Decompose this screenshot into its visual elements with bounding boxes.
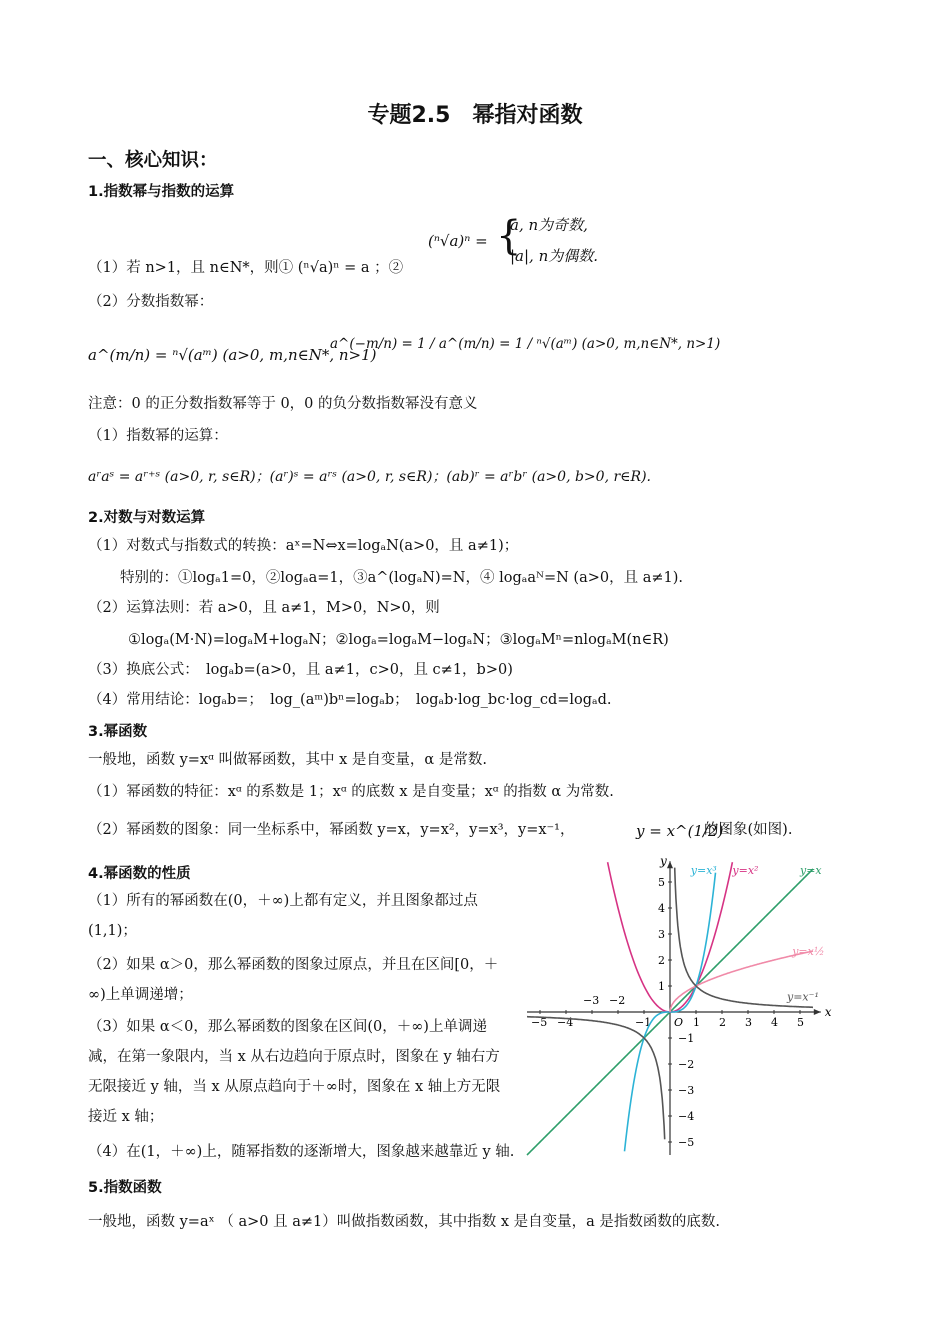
log-rules: ①logₐ(M·N)=logₐM+logₐN；②logₐ=logₐM−logₐN；③logₐMⁿ=nlogₐM(n∈R) (128, 632, 669, 648)
section-heading: 一、核心知识： (88, 150, 218, 171)
x-tick-label: −4 (557, 1016, 574, 1029)
exp-ops-rules: aʳaˢ = aʳ⁺ˢ (a>0, r, s∈R)；(aʳ)ˢ = aʳˢ (a>0, r, s∈R)；(ab)ʳ = aʳbʳ (a>0, b>0, r∈R). (88, 469, 651, 485)
curve-y-x-1 (527, 1017, 665, 1140)
heading-exponent-ops: 1.指数幂与指数的运算 (88, 184, 235, 200)
power-features: （1）幂函数的特征：xᵅ 的系数是 1；xᵅ 的底数 x 是自变量；xᵅ 的指数 α 为常数. (88, 784, 614, 800)
series-label: y=x³ (690, 864, 717, 878)
x-tick-label: −2 (609, 994, 626, 1007)
y-tick-label: 1 (658, 980, 665, 993)
heading-exponential-function: 5.指数函数 (88, 1180, 162, 1196)
prop-4: （4）在(1，＋∞)上，随幂指数的逐渐增大，图象越来越靠近 y 轴. (88, 1144, 515, 1160)
x-axis-arrow (814, 1009, 821, 1015)
x-tick-label: −3 (583, 994, 600, 1007)
prop-1: （1）所有的幂函数在(0，＋∞)上都有定义，并且图象都过点(1,1)； (88, 893, 478, 939)
power-graph-intro: （2）幂函数的图象：同一坐标系中，幂函数 y=x，y=x²，y=x³，y=x⁻¹， (88, 822, 575, 838)
x-tick-label: 1 (693, 1016, 700, 1029)
prop-3: （3）如果 α＜0，那么幂函数的图象在区间(0，＋∞)上单调递减，在第一象限内，当 x 从右边趋向于原点时，图象在 y 轴右方无限接近 y 轴，当 x 从原点趋向于＋∞时，图象在 x 轴上方无限接近 x 轴； (88, 1019, 501, 1125)
cases-lhs: (ⁿ√a)ⁿ = (428, 232, 488, 250)
origin-label: O (674, 1016, 684, 1029)
y-tick-label: −3 (678, 1084, 695, 1097)
x-tick-label: 3 (745, 1016, 752, 1029)
power-graph-tail: 的图象(如图). (704, 822, 793, 838)
prop-2: （2）如果 α＞0，那么幂函数的图象过原点，并且在区间[0，＋∞)上单调递增； (88, 957, 499, 1003)
x-tick-label: 5 (797, 1016, 804, 1029)
power-sqrt-formula: y = x^(1/2) (636, 822, 724, 840)
log-rules-intro: （2）运算法则：若 a>0，且 a≠1，M>0，N>0，则 (88, 600, 440, 616)
y-tick-label: 3 (658, 928, 665, 941)
power-def: 一般地，函数 y=xᵅ 叫做幂函数，其中 x 是自变量，α 是常数. (88, 752, 487, 768)
exp-rule-1: （1）若 n>1，且 n∈N*，则① (ⁿ√a)ⁿ = a ；② (88, 260, 404, 276)
y-tick-label: −2 (678, 1058, 695, 1071)
fractional-exp-positive: a^(m/n) = ⁿ√(aᵐ) (a>0, m,n∈N*, n>1) (88, 346, 377, 364)
power-functions-graph (530, 854, 850, 1149)
log-special: 特别的：①logₐ1=0，②logₐa=1，③a^(logₐN)=N，④ logₐaᴺ=N (a>0，且 a≠1). (120, 570, 683, 586)
cases-brace: { (496, 213, 522, 259)
y-tick-label: 2 (658, 954, 665, 967)
series-label: y=x½ (792, 944, 825, 958)
exp-function-def: 一般地，函数 y=aˣ （ a>0 且 a≠1）叫做指数函数，其中指数 x 是自变量，a 是指数函数的底数. (88, 1214, 720, 1230)
series-label: y=x (800, 864, 822, 878)
log-change-base: （3）换底公式： logₐb=(a>0，且 a≠1，c>0，且 c≠1，b>0) (88, 662, 513, 678)
exp-ops-label: （1）指数幂的运算： (88, 428, 228, 444)
case-odd: a, n为奇数, (510, 216, 588, 234)
x-tick-label: −5 (531, 1016, 548, 1029)
case-even: |a|, n为偶数. (510, 247, 599, 265)
y-axis-arrow (667, 861, 673, 868)
y-tick-label: −4 (678, 1110, 695, 1123)
y-axis-label: y (660, 854, 667, 869)
y-tick-label: −1 (678, 1032, 695, 1045)
y-tick-label: 5 (658, 876, 665, 889)
series-label: y=x⁻¹ (787, 990, 819, 1004)
y-tick-label: 4 (658, 902, 665, 915)
page-title: 专题2.5 幂指对函数 (367, 103, 583, 128)
heading-power-properties: 4.幂函数的性质 (88, 866, 191, 882)
log-conversion: （1）对数式与指数式的转换：aˣ=N⇔x=logₐN(a>0，且 a≠1)； (88, 538, 519, 554)
x-tick-label: 4 (771, 1016, 778, 1029)
x-tick-label: −1 (635, 1016, 652, 1029)
heading-logarithm: 2.对数与对数运算 (88, 510, 206, 526)
note-zero: 注意：0 的正分数指数幂等于 0，0 的负分数指数幂没有意义 (88, 396, 478, 412)
fractional-exp-negative: a^(−m/n) = 1 / a^(m/n) = 1 / ⁿ√(aᵐ) (a>0, m,n∈N*, n>1) (330, 336, 721, 352)
heading-power-function: 3.幂函数 (88, 724, 148, 740)
series-label: y=x² (732, 864, 759, 878)
x-tick-label: 2 (719, 1016, 726, 1029)
log-conclusions: （4）常用结论：logₐb=； log_(aᵐ)bⁿ=logₐb； logₐb·log_bc·log_cd=logₐd. (88, 692, 612, 708)
x-axis-label: x (824, 1005, 832, 1019)
y-tick-label: −5 (678, 1136, 695, 1149)
fractional-exp-label: （2）分数指数幂： (88, 294, 214, 310)
